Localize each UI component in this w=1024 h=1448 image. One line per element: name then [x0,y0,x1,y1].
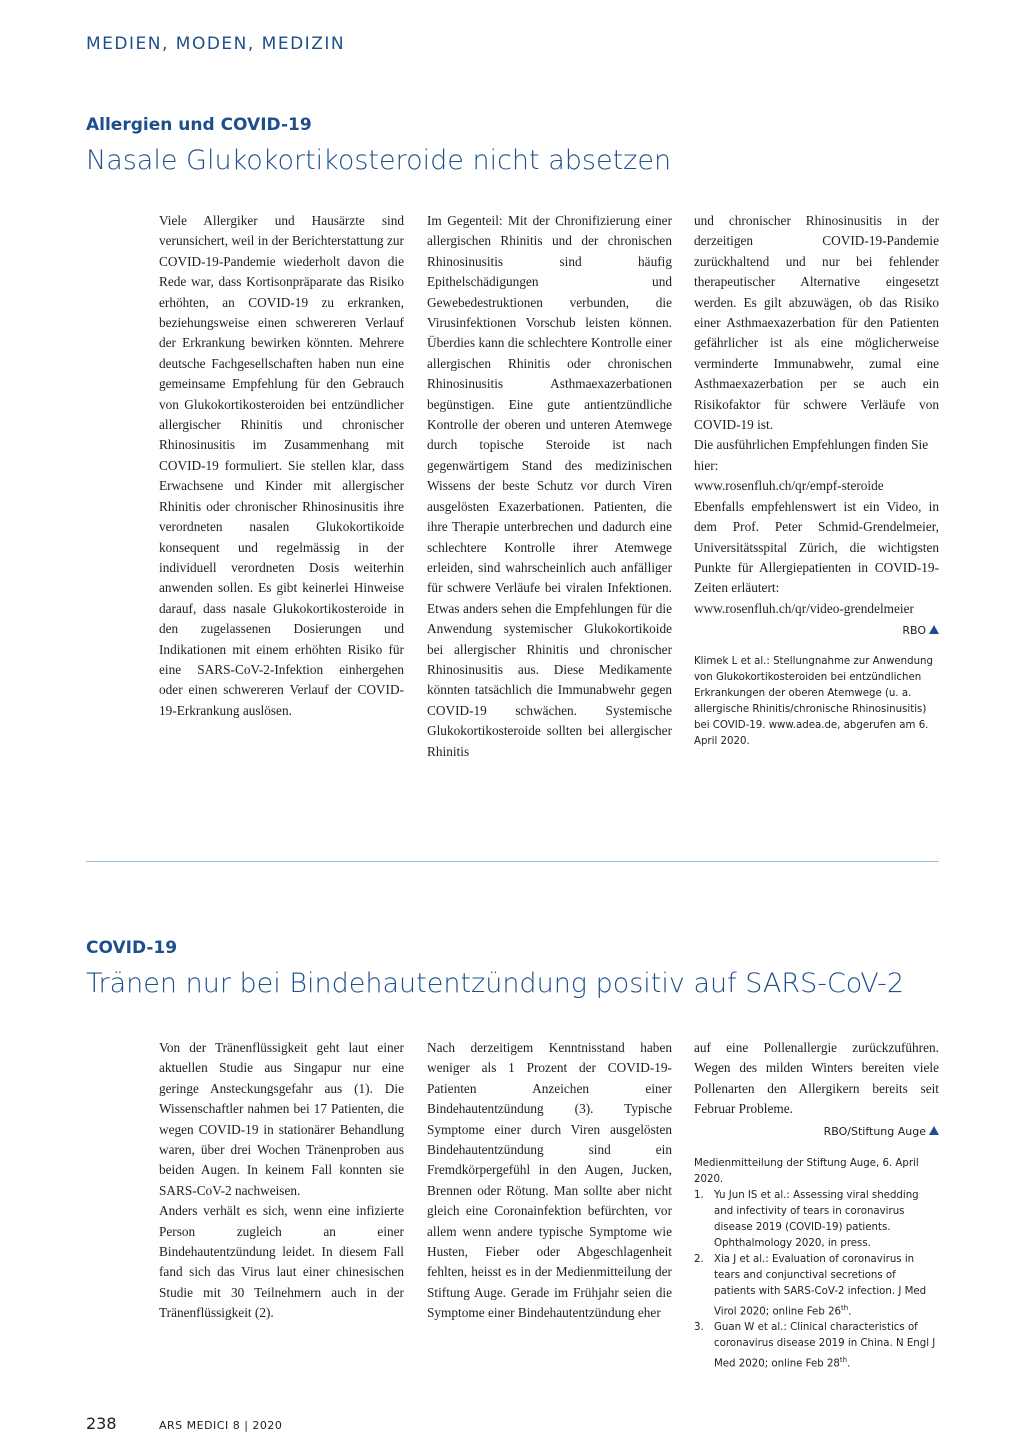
article1-column-2 [427,211,672,762]
end-triangle-icon [929,625,939,634]
article2-col1-p2: Anders verhält es sich, wenn eine infizierte Person zugleich an einer Bindehautentzündung leidet. In diesem Fall fand sich das Virus laut einer chinesischen Studie mit 30 Teilnehmern auch in der Tränenflüssigkeit (2). [159,1203,404,1321]
reference-superscript: th [839,1356,848,1365]
reference-number: 3. [694,1322,704,1334]
article1-reference: Klimek L et al.: Stellungnahme zur Anwendung von Glukokortikosteroiden bei entzündlichen Erkrankungen der oberen Atemwege (u. a. allergische Rhinitis/chronische Rhinosinusitis) bei COVID-19. www.adea.de, abgerufen am 6. April 2020. [694,655,933,747]
article1-col3-text: und chronischer Rhinosinusitis in der derzeitigen COVID-19-Pandemie zurückhaltend und nur bei fehlender therapeutischer Alternative eingesetzt werden. Es gilt abzuwägen, ob das Risiko einer Asthmaexazerbation für den Patienten gefährlicher ist als eine möglicherweise verminderte Immunabwehr, zumal eine Asthmaexazerbation per se auch ein Risikofaktor für schwere Verläufe von COVID-19 ist. [694,213,939,433]
article2-references [694,1156,939,1373]
article1-title: Nasale Glukokortikosteroide nicht absetzen [86,145,672,176]
article2-signature [694,1122,939,1142]
article2-col3-text: auf eine Pollenallergie zurückzuführen. Wegen des milden Winters bereiten viele Pollenarten den Allergikern bereits seit Februar Probleme. [694,1040,939,1117]
reference-tail: . [847,1358,851,1370]
article1-signature [694,621,939,641]
reference-text: Yu Jun IS et al.: Assessing viral shedding and infectivity of tears in coronavirus disease 2019 (COVID-19) patients. Ophthalmology 2020, in press. [714,1190,919,1250]
reference-item [694,1188,939,1252]
article1-video-text: Ebenfalls empfehlenswert ist ein Video, in dem Prof. Peter Schmid-Grendelmeier, Universitätsspital Zürich, die wichtigsten Punkte für Allergiepatienten in COVID-19-Zeiten erläutert: [694,498,939,596]
article2-ref-intro: Medienmitteilung der Stiftung Auge, 6. April 2020. [694,1158,919,1186]
article2-title: Tränen nur bei Bindehautentzündung positiv auf SARS-CoV-2 [86,968,905,999]
section-divider [86,861,939,862]
article2-signature-text: RBO/Stiftung Auge [823,1124,926,1138]
reference-number: 2. [694,1254,704,1266]
article1-column-1 [159,211,404,721]
article1-col2-text: Im Gegenteil: Mit der Chronifizierung einer allergischen Rhinitis und der chronischen Rhinosinusitis sind häufig Epithelschädigungen und Gewebedestruktionen verbunden, die Virusinfektionen Vorschub leisten können. Überdies kann die schlechtere Kontrolle einer allergischen Rhinitis oder chronischen Rhinosinusitis Asthmaexazerbationen begünstigen. Eine gute antientzündliche Kontrolle der oberen und unteren Atemwege durch topische Steroide ist nach gegenwärtigem Stand des medizinischen Wissens der beste Schutz vor durch Viren ausgelösten Exazerbationen. Patienten, die ihre Therapie unterbrechen und dadurch eine schlechtere Kontrolle ihrer Atemwege erleiden, sind wahrscheinlich auch anfälliger für schwere Verläufe bei viralen Infektionen. Etwas anders sehen die Empfehlungen für die Anwendung systemischer Glukokortikoide bei allergischer Rhinitis und chronischer Rhinosinusitis aus. Diese Medikamente könnten tatsächlich die Immunabwehr gegen COVID-19 schwächen. Systemische Glukokortikosteroide sollten bei allergischer Rhinitis [427,213,672,759]
article1-link-empf[interactable]: www.rosenfluh.ch/qr/empf-steroide [694,478,884,494]
article1-link-video[interactable]: www.rosenfluh.ch/qr/video-grendelmeier [694,600,914,616]
end-triangle-icon [929,1126,939,1135]
reference-number: 1. [694,1190,704,1202]
article2-column-3 [694,1038,939,1373]
article2-col1-p1: Von der Tränenflüssigkeit geht laut einer aktuellen Studie aus Singapur nur eine geringe Ansteckungsgefahr aus (1). Die Wissenschaftler nahmen bei 17 Patienten, die wegen COVID-19 in stationärer Behandlung waren, über drei Wochen Tränenproben aus beiden Augen. In keinem Fall konnten sie SARS-CoV-2 nachweisen. [159,1040,404,1198]
reference-text: Guan W et al.: Clinical characteristics of coronavirus disease 2019 in China. N Engl J Med 2020; online Feb 28 [714,1322,936,1370]
article1-kicker: Allergien und COVID-19 [86,115,312,135]
reference-tail: . [848,1306,852,1318]
article2-col2-text: Nach derzeitigem Kenntnisstand haben weniger als 1 Prozent der COVID-19-Patienten Anzeichen einer Bindehautentzündung (3). Typische Symptome einer durch Viren ausgelösten Bindehautentzündung sind ein Fremdkörpergefühl in den Augen, Jucken, Brennen oder Rötung. Man sollte aber nicht gleich eine Coronainfektion befürchten, vor allem wenn andere typische Symptome wie Husten, Fieber oder Abgeschlagenheit fehlten, heisst es in der Medienmitteilung der Stiftung Auge. Gerade im Frühjahr seien die Symptome einer Bindehautentzündung eher [427,1040,672,1321]
section-header: MEDIEN, MODEN, MEDIZIN [86,34,346,54]
reference-superscript: th [841,1304,849,1313]
article2-kicker: COVID-19 [86,938,178,958]
reference-item [694,1252,939,1320]
reference-text: Xia J et al.: Evaluation of coronavirus in tears and conjunctival secretions of patients with SARS-CoV-2 infection. J Med Virol 2020; online Feb 26 [714,1254,927,1318]
journal-name: ARS MEDICI 8 | 2020 [159,1419,283,1432]
article2-column-1 [159,1038,404,1324]
reference-list [694,1188,939,1373]
article1-col1-text: Viele Allergiker und Hausärzte sind verunsichert, weil in der Berichterstattung zur COVID-19-Pandemie wiederholt davon die Rede war, dass Kortisonpräparate das Risiko erhöhten, an COVID-19 zu erkranken, beziehungsweise einen schwereren Verlauf der Erkrankung bewirken könnten. Mehrere deutsche Fachgesellschaften haben nun eine gemeinsame Empfehlung für den Gebrauch von Glukokortikosteroiden bei entzündlicher allergischer Rhinitis und chronischer Rhinosinusitis im Zusammenhang mit COVID-19 formuliert. Sie stellen klar, dass Erwachsene und Kinder mit allergischer Rhinitis oder chronischer Rhinosinusitis ihre verordneten nasalen Glukokortikoide konsequent und regelmässig in der individuell verordneten Dosis weiterhin anwenden sollen. Es gibt keinerlei Hinweise darauf, dass nasale Glukokortikosteroide in den zugelassenen Dosierungen und Indikationen mit einem erhöhten Risiko für eine SARS-CoV-2-Infektion einhergehen oder einen schwereren Verlauf der COVID-19-Erkrankung auslösen. [159,213,404,718]
article1-link-intro: Die ausführlichen Empfehlungen finden Sie hier: [694,437,929,473]
page-number: 238 [86,1414,117,1433]
article1-column-3 [694,211,939,750]
article2-column-2 [427,1038,672,1324]
article1-signature-text: RBO [902,624,926,638]
reference-item [694,1320,939,1372]
